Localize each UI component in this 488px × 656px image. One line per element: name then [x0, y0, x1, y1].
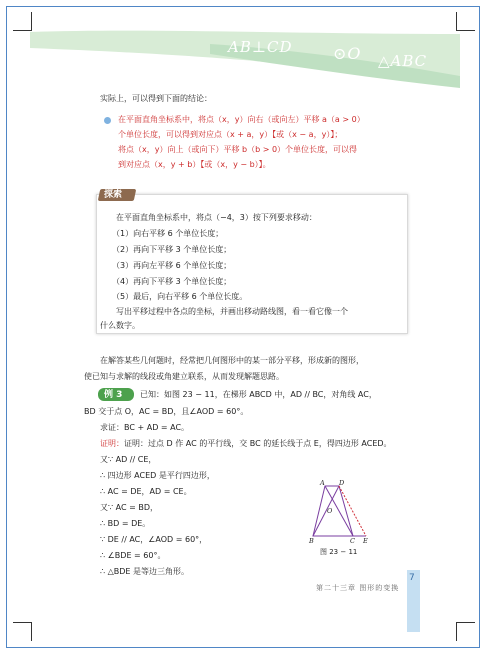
example-prove: 求证：BC + AD = AC。 — [100, 423, 190, 432]
proof-head: 证明：证明：过点 D 作 AC 的平行线，交 BC 的延长线于点 E，得四边形 ACED。 — [100, 439, 392, 448]
conclusion-line-4: 到对应点（x，y + b）【或（x，y − b）】。 — [118, 160, 271, 169]
explore-line: （2）再向下平移 3 个单位长度； — [112, 245, 232, 254]
banner-formula-triangle: △ABC — [378, 52, 428, 70]
example-line-1: 已知：如图 23 − 11，在梯形 ABCD 中，AD // BC，对角线 AC， — [140, 390, 377, 399]
explore-line: 什么数字。 — [100, 321, 140, 330]
explore-line: （3）再向左平移 6 个单位长度； — [112, 261, 232, 270]
explore-line: （4）再向下平移 3 个单位长度； — [112, 277, 232, 286]
proof-step: ∴ ∠BDE = 60°。 — [100, 551, 166, 560]
explore-line: （5）最后，向右平移 6 个单位长度。 — [112, 292, 248, 301]
proof-step: ∵ DE // AC，∠AOD = 60°， — [100, 535, 208, 544]
figure-point-o: O — [327, 507, 333, 515]
explore-line: 在平面直角坐标系中，将点（−4，3）按下列要求移动： — [116, 213, 317, 222]
figure-point-e: E — [363, 537, 368, 544]
figure-caption: 图 23 − 11 — [320, 548, 358, 556]
figure-point-c: C — [350, 537, 355, 544]
example-label: 例 3 — [104, 390, 123, 400]
proof-step: 又∵ AC = BD， — [100, 503, 158, 512]
trapezoid-figure — [308, 478, 370, 544]
conclusion-line-2: 个单位长度，可以得到对应点（x + a，y）【或（x − a，y）】； — [118, 130, 343, 139]
proof-step: ∴ △BDE 是等边三角形。 — [100, 567, 190, 576]
explore-line: 写出平移过程中各点的坐标，并画出移动路线图，看一看它像一个 — [116, 307, 348, 316]
explore-line: （1）向右平移 6 个单位长度； — [112, 229, 224, 238]
explore-label: 探索 — [104, 190, 123, 200]
figure-point-d: D — [339, 479, 345, 487]
bullet-icon — [104, 117, 111, 124]
conclusion-line-1: 在平面直角坐标系中，将点（x，y）向右（或向左）平移 a（a > 0） — [118, 115, 365, 124]
page-number: 7 — [409, 573, 415, 583]
conclusion-line-3: 将点（x，y）向上（或向下）平移 b（b > 0）个单位长度，可以得 — [118, 145, 358, 154]
chapter-footer: 第二十三章 图形的变换 — [316, 584, 400, 592]
proof-step: ∴ BD = DE。 — [100, 519, 151, 528]
paragraph-line-1: 在解答某些几何题时，经常把几何图形中的某一部分平移，形成新的图形， — [100, 356, 364, 365]
figure-point-a: A — [320, 479, 325, 487]
figure-point-b: B — [309, 537, 314, 544]
banner-formula-circle: ⊙O — [333, 44, 362, 63]
paragraph-line-2: 使已知与求解的线段或角建立联系，从而发现解题思路。 — [84, 372, 284, 381]
example-line-2: BD 交于点 O，AC = BD，且∠AOD = 60°。 — [84, 407, 249, 416]
crop-mark-bottom-right — [456, 622, 475, 641]
intro-text: 实际上，可以得到下面的结论： — [100, 94, 212, 103]
proof-step: ∴ AC = DE，AD = CE。 — [100, 487, 192, 496]
crop-mark-bottom-left — [13, 622, 32, 641]
proof-step: 又∵ AD // CE， — [100, 455, 157, 464]
banner-formula-perpendicular: AB⊥CD — [228, 38, 293, 56]
proof-step: ∴ 四边形 ACED 是平行四边形， — [100, 471, 215, 480]
